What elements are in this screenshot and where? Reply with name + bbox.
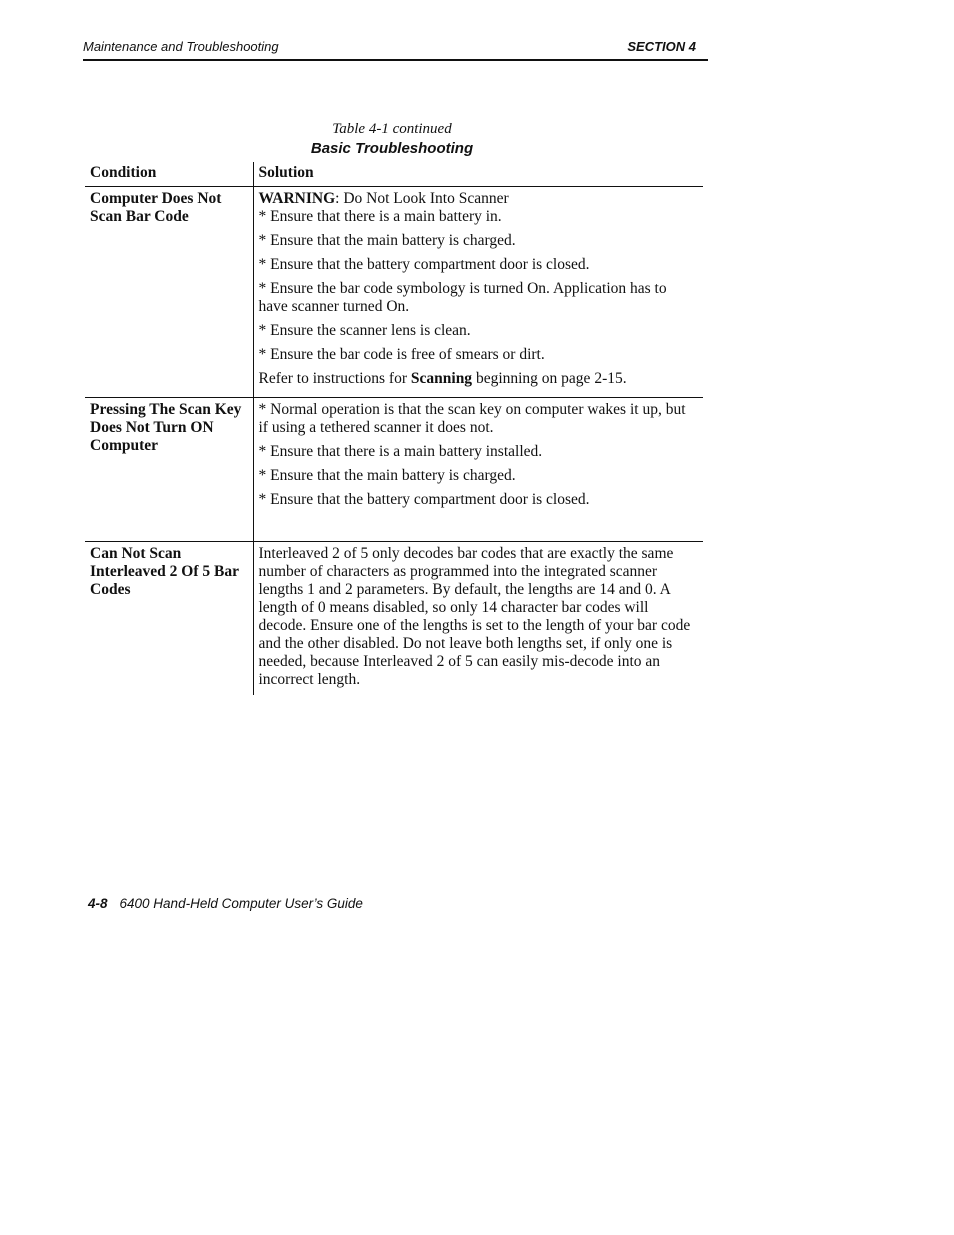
solution-item: * Ensure that there is a main battery installed. [258,443,543,460]
solution-item: * Normal operation is that the scan key on computer wakes it up, but if using a tethered scanner it does not. [258,401,686,436]
table-caption-number: Table 4-1 continued [332,121,452,137]
header-section-title: Maintenance and Troubleshooting [83,39,279,54]
solution-item: * Ensure that the main battery is charged. [258,232,516,249]
column-header-solution: Solution [253,162,703,187]
solution-cell [253,187,703,398]
refer-keyword: Scanning [410,370,473,387]
page-footer [88,896,363,911]
warning-text: : Do Not Look Into Scanner [335,190,509,207]
solution-cell [253,542,703,696]
solution-item: * Ensure that the battery compartment door is closed. [258,491,590,508]
table-header-row [85,162,703,187]
refer-text-after: beginning on page 2-15. [472,370,627,387]
table-caption-title: Basic Troubleshooting [310,140,474,157]
troubleshooting-table [85,162,703,695]
solution-item: * Ensure the scanner lens is clean. [258,322,471,339]
header-section-number: SECTION 4 [627,39,696,54]
column-header-condition: Condition [85,162,253,187]
condition-cell: Computer Does Not Scan Bar Code [85,187,253,398]
solution-item: * Ensure that the main battery is charged. [258,467,516,484]
refer-line [259,370,699,388]
running-header [83,38,708,61]
warning-line [259,190,699,208]
solution-item: * Ensure that there is a main battery in. [258,208,502,225]
footer-book-title: 6400 Hand-Held Computer User’s Guide [119,896,363,911]
solution-item: * Ensure the bar code symbology is turned On. Application has to have scanner turned On. [258,280,667,315]
table-row [85,542,703,696]
table-row [85,398,703,542]
solution-paragraph: Interleaved 2 of 5 only decodes bar codes that are exactly the same number of characters as programmed into the integrated scanner lengths 1 and 2 parameters. By default, the lengths are 14 and 0. A length of 0 means disabled, so only 14 character bar codes will decode. Ensure one of the lengths is set to the length of your bar code and the other disabled. Do not leave both lengths set, if only one is needed, because Interleaved 2 of 5 can easily mis-decode into an incorrect length. [258,545,691,688]
warning-label: WARNING [258,190,336,207]
solution-item: * Ensure the bar code is free of smears or dirt. [258,346,545,363]
solution-cell [253,398,703,542]
condition-cell: Pressing The Scan Key Does Not Turn ON Computer [85,398,253,542]
troubleshooting-table-container [85,162,703,695]
condition-cell: Can Not Scan Interleaved 2 Of 5 Bar Codes [85,542,253,696]
page-number: 4-8 [88,896,108,911]
refer-text-before: Refer to instructions for [258,370,411,387]
table-row [85,187,703,398]
solution-item: * Ensure that the battery compartment door is closed. [258,256,590,273]
